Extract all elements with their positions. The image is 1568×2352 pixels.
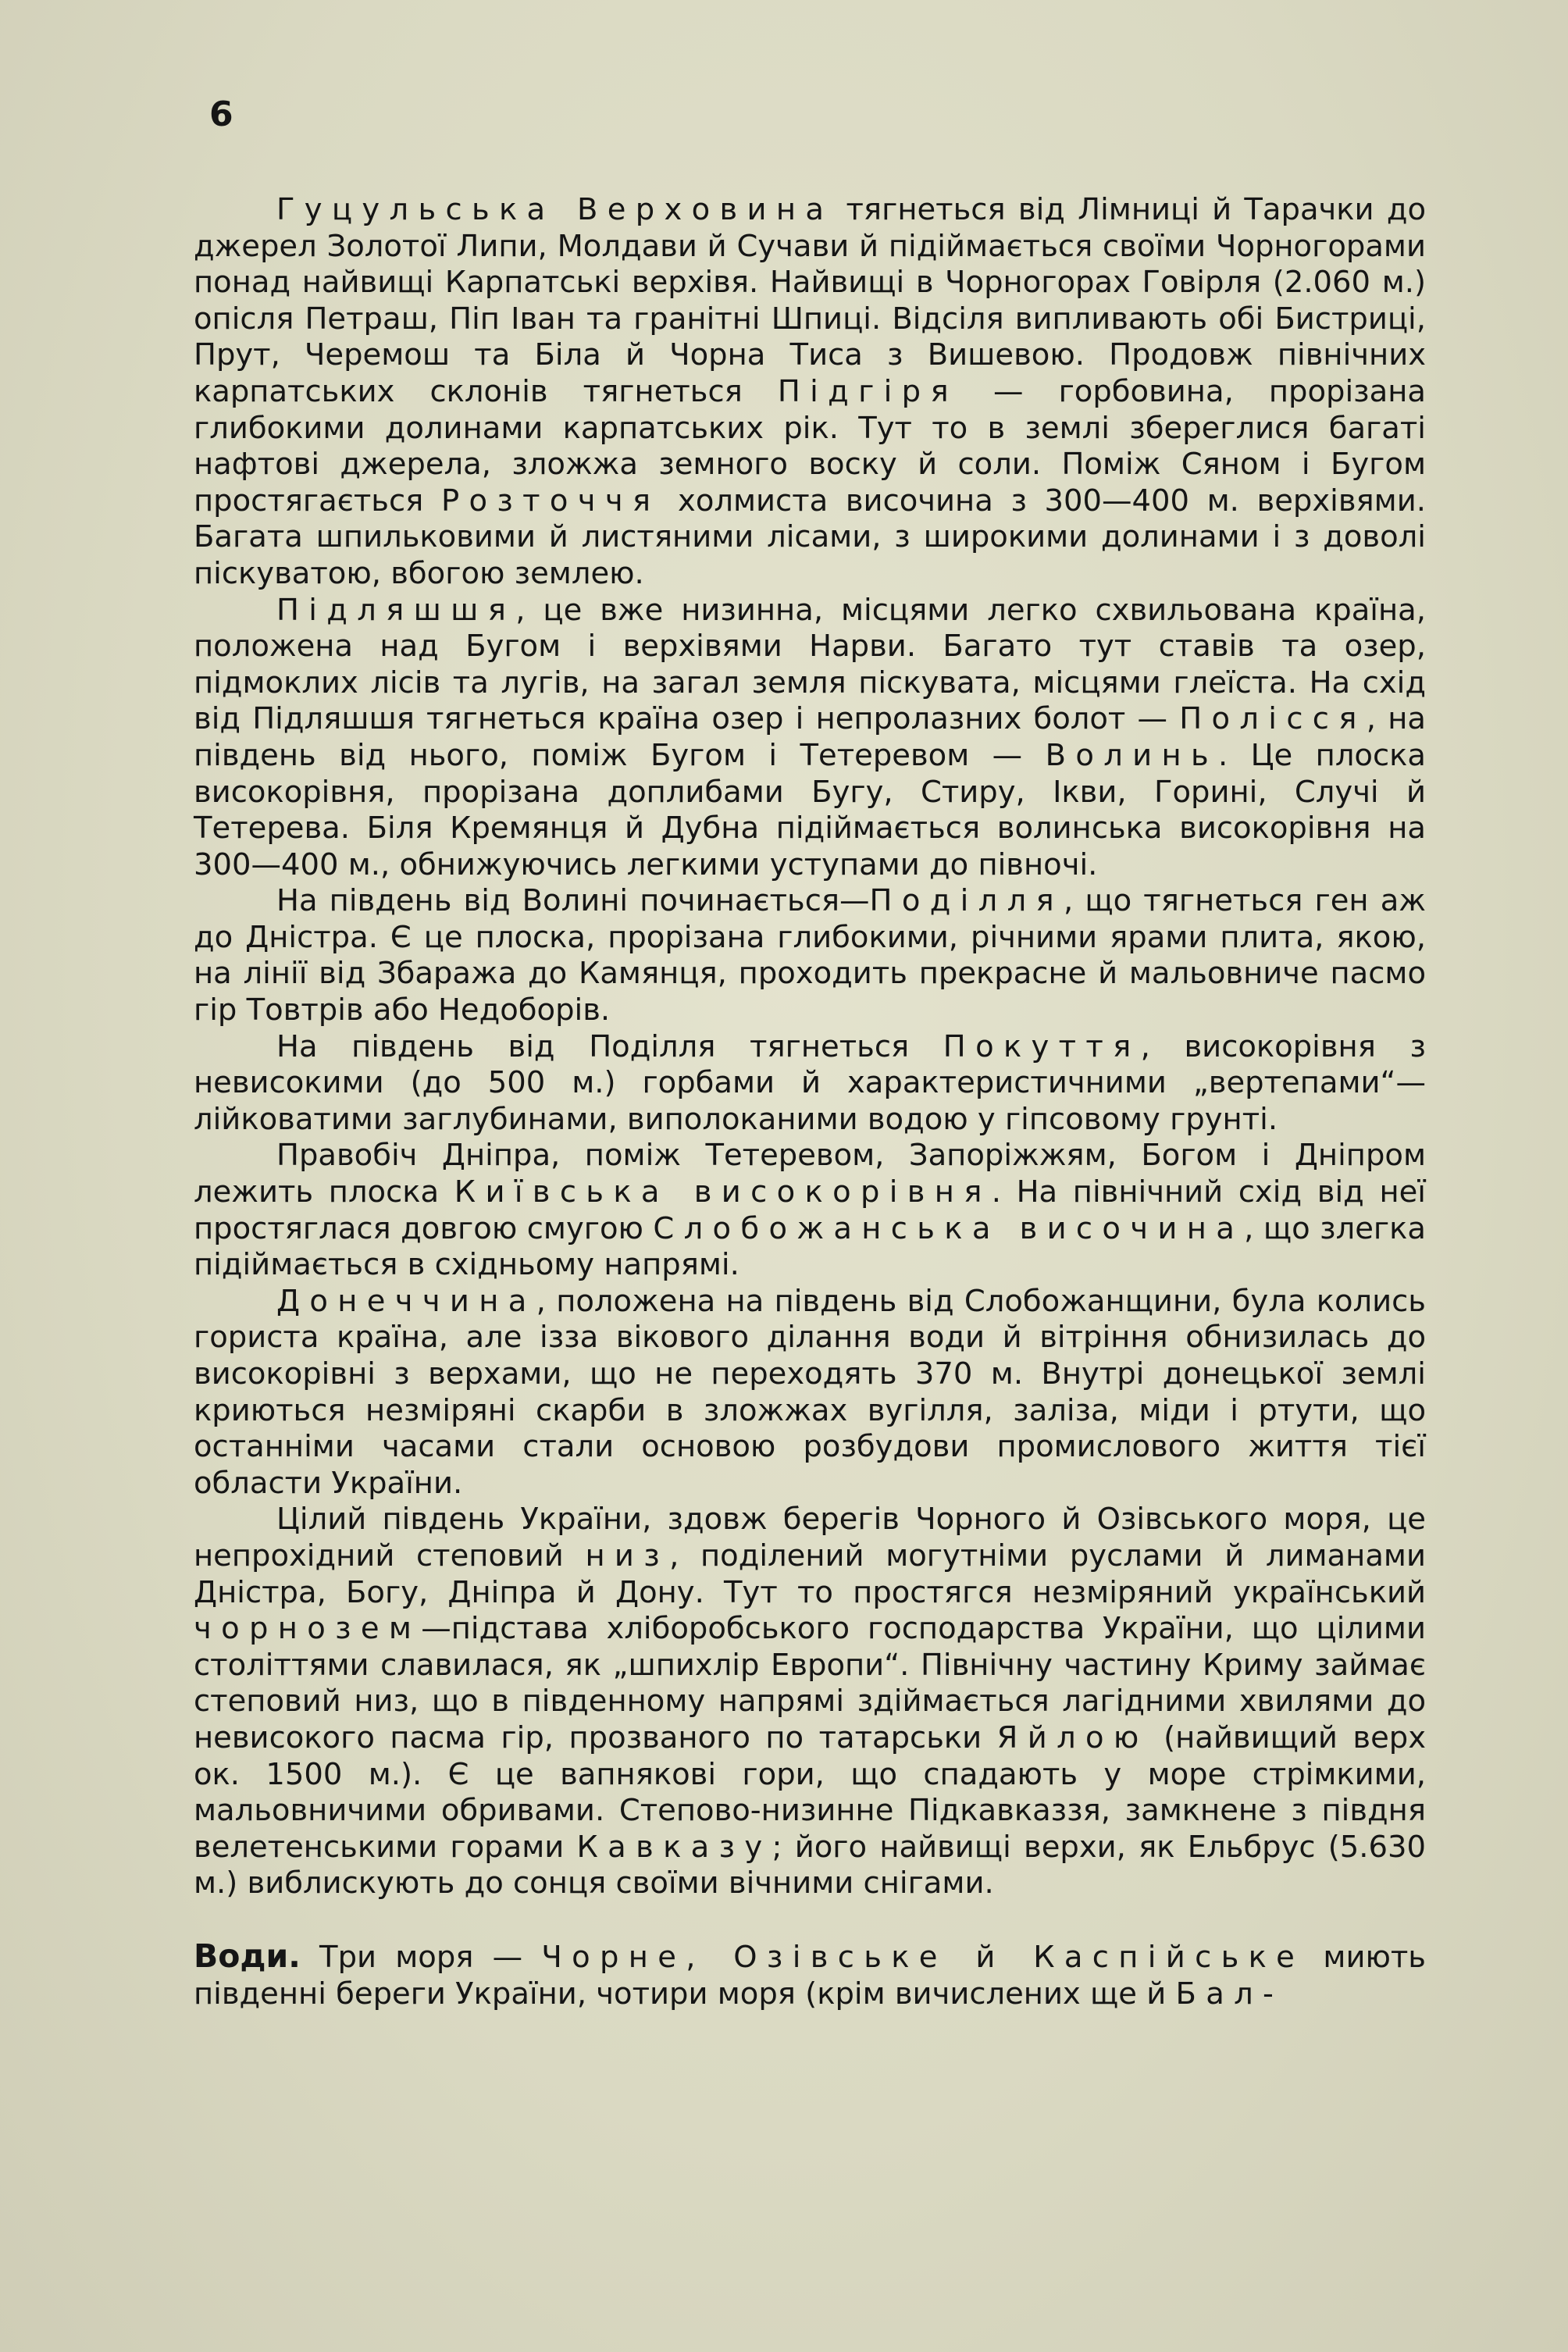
- text-run: (найвищий верх ок. 1500 м.). Є це вапнякові гори, що спадають у море стрімкими, мальовничими обривами. Степово-низинне Підкавказзя, замкнене з півдня велетенськими горами: [194, 1719, 1426, 1865]
- spaced-term: низ: [585, 1538, 670, 1573]
- page-number: 6: [209, 94, 233, 134]
- spaced-term: Розточчя: [440, 483, 661, 519]
- paragraph-waters: [194, 1938, 1426, 2012]
- spaced-term: Слобожанська височина: [653, 1210, 1245, 1246]
- spaced-term: Київська високорівня: [454, 1174, 992, 1210]
- text-run: холмиста височина з 300—400 м. верхівями. Багата шпильковими й листяними лісами, з широкими долинами і з доволі піскуватою, вбогою землею.: [194, 483, 1426, 591]
- text-run: —підстава хліборобського господарства України, що цілими століттями славилася, як „шпихлір Европи“. Північну частину Криму займає степовий низ, що в південному напрямі здіймається лагідними хвилями до невисокого пасма гір, прозваного по татарськи: [194, 1611, 1426, 1755]
- waters-text: [194, 1940, 1426, 2012]
- text-run: Цілий південь України, здовж берегів Чорного й Озівського моря, це непрохідний степовий: [194, 1502, 1426, 1573]
- text-run: , це вже низинна, місцями легко схвильована країна, положена над Бугом і верхівями Нарви. Багато тут ставів та озер, підмоклих лісів та лугів, на загал земля піскувата, місцями глеїста. На схід від Підляшшя тягнеться країна озер і непролазних болот —: [194, 592, 1426, 737]
- spaced-term: чорнозем: [194, 1611, 422, 1647]
- paragraph-kyiv-upland: [194, 1138, 1426, 1283]
- spaced-term: Волинь: [1045, 737, 1218, 773]
- spaced-term: Кавказу: [576, 1829, 772, 1865]
- text-run: Правобіч Дніпра, поміж Тетеревом, Запоріжжям, Богом і Дніпром лежить плоска: [194, 1138, 1426, 1210]
- text-run: . Це плоска високорівня, прорізана доплибами Бугу, Стиру, Ікви, Горині, Случі й Тетерева. Біля Кремянця й Дубна підіймається волинська високорівня на 300—400 м., обнижуючись легкими уступами до півночі.: [194, 737, 1426, 882]
- text-run: , що тягнеться ген аж до Дністра. Є це плоска, прорізана глибокими, річними ярами плита, якою, на лінії від Збаража до Камянця, проходить прекрасне й мальовниче пасмо гір Товтрів або Недоборів.: [194, 883, 1426, 1028]
- spaced-term: Поділля: [869, 883, 1064, 919]
- text-run: , що злегка підіймається в східньому напрямі.: [194, 1210, 1427, 1283]
- paragraph-south-ukraine: [194, 1502, 1426, 1902]
- spaced-term: Яйлою: [996, 1719, 1149, 1755]
- text-run: Три моря —: [300, 1939, 542, 1975]
- spaced-term: Бал-: [1175, 1976, 1284, 2012]
- text-run: , високорівня з невисокими (до 500 м.) горбами й характеристичними „вертепами“—лійковатими заглубинами, виполоканими водою у гіпсовому грунті.: [194, 1028, 1426, 1137]
- spaced-term: Гуцульська Верховина: [276, 192, 834, 227]
- paragraph-podillia: [194, 883, 1426, 1028]
- text-run: тягнеться від Лімниці й Тарачки до джерел Золотої Липи, Молдави й Сучави й підіймається своїми Чорногорами понад найвищі Карпатські верхівя. Найвищі в Чорногорах Говірля (2.060 м.) опісля Петраш, Піп Іван та гранітні Шпиці. Відсіля випливають обі Бистриці, Прут, Черемош та Біла й Чорна Тиса з Вишевою. Продовж північних карпатських склонів тягнеться: [194, 192, 1427, 409]
- spaced-term: Підгіря: [777, 373, 958, 409]
- text-run: — горбовина, прорізана глибокими долинами карпатських рік. Тут то в землі збереглися багаті нафтові джерела, зложжа земного воску й соли. Поміж Сяном і Бугом простягається: [194, 373, 1427, 519]
- paragraph-donechchyna: [194, 1284, 1426, 1502]
- text-run: , на південь від нього, поміж Бугом і Тетеревом —: [194, 701, 1426, 773]
- paragraph-pidliashshia: [194, 593, 1426, 884]
- text-run: миють південні береги України, чотири моря (крім вичислених ще й: [194, 1939, 1426, 2012]
- spaced-term: Підляшшя: [276, 592, 516, 628]
- spaced-term: Покуття: [943, 1028, 1141, 1064]
- paragraph-hutsul-highlands: [194, 192, 1426, 593]
- spaced-term: Донеччина: [276, 1283, 536, 1319]
- text-run: , положена на південь від Слобожанщини, була колись гориста країна, але ізза вікового ділання води й вітріння обнизилась до високорівні з верхами, що не переходять 370 м. Внутрі донецької землі криються незміряні скарби в зложжах вугілля, заліза, міди і ртути, що останніми часами стали основою розбудови промислового життя тієї области України.: [194, 1283, 1426, 1501]
- body-text: [194, 192, 1426, 2012]
- text-run: , поділений могутніми руслами й лиманами Дністра, Богу, Дніпра й Дону. Тут то простягся незміряний український: [194, 1538, 1426, 1610]
- spaced-term: Чорне, Озівське й Каспійське: [541, 1939, 1305, 1975]
- text-run: ; його найвищі верхи, як Ельбрус (5.630 м.) виблискують до сонця своїми вічними снігами.: [194, 1829, 1427, 1901]
- section-heading-waters: Води.: [194, 1937, 301, 1975]
- spaced-term: Полісся: [1179, 701, 1367, 737]
- paragraph-pokuttia: [194, 1029, 1426, 1139]
- text-run: На південь від Волині починається—: [276, 883, 870, 919]
- text-run: На південь від Поділля тягнеться: [276, 1028, 943, 1064]
- text-run: . На північний схід від неї простяглася довгою смугою: [194, 1174, 1426, 1246]
